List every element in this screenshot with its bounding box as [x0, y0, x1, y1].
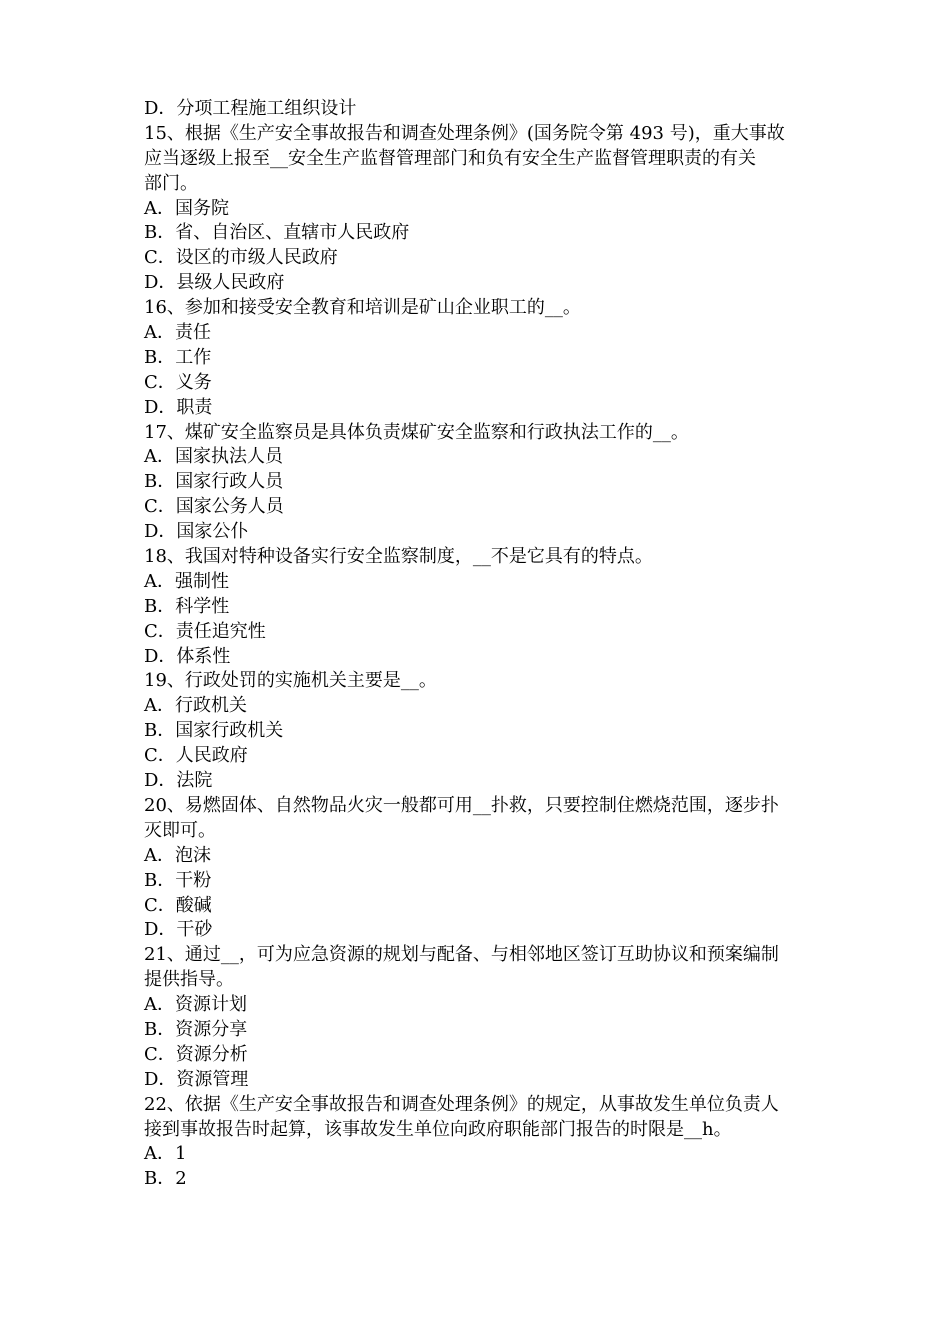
q15-option-a: A．国务院: [144, 197, 229, 219]
question-22-line-1: 22、依据《生产安全事故报告和调查处理条例》的规定，从事故发生单位负责人: [144, 1093, 779, 1115]
q17-option-c: C．国家公务人员: [144, 496, 284, 518]
q17-option-a: A．国家执法人员: [144, 446, 283, 468]
question-15-line-1: 15、根据《生产安全事故报告和调查处理条例》(国务院令第 493 号)，重大事故: [144, 122, 785, 144]
question-20-line-1: 20、易燃固体、自然物品火灾一般都可用__扑救，只要控制住燃烧范围，逐步扑: [144, 794, 779, 816]
option-d-line: D．分项工程施工组织设计: [144, 98, 357, 119]
question-18: 18、我国对特种设备实行安全监察制度，__不是它具有的特点。: [144, 546, 653, 568]
document-page: [144, 97, 819, 1192]
q18-option-d: D．体系性: [144, 645, 231, 667]
question-17: 17、煤矿安全监察员是具体负责煤矿安全监察和行政执法工作的__。: [144, 421, 689, 443]
question-20-line-2: 灭即可。: [144, 819, 216, 841]
question-16: 16、参加和接受安全教育和培训是矿山企业职工的__。: [144, 297, 581, 319]
q19-option-b: B．国家行政机关: [144, 720, 284, 742]
q19-option-d: D．法院: [144, 770, 213, 792]
q20-option-b: B．干粉: [144, 869, 212, 891]
q20-option-d: D．干砂: [144, 919, 213, 941]
q17-option-d: D．国家公仆: [144, 521, 249, 543]
q18-option-b: B．科学性: [144, 595, 230, 617]
q22-option-a: A．1: [144, 1143, 187, 1165]
q20-option-a: A．泡沫: [144, 844, 211, 866]
q17-option-b: B．国家行政人员: [144, 471, 284, 493]
question-21-line-1: 21、通过__，可为应急资源的规划与配备、与相邻地区签订互助协议和预案编制: [144, 944, 779, 966]
q16-option-d: D．职责: [144, 396, 213, 418]
q21-option-b: B．资源分享: [144, 1018, 248, 1040]
q19-option-a: A．行政机关: [144, 695, 247, 717]
q21-option-d: D．资源管理: [144, 1068, 249, 1090]
question-15-line-2: 应当逐级上报至__安全生产监督管理部门和负有安全生产监督管理职责的有关: [144, 147, 756, 169]
question-22-line-2: 接到事故报告时起算，该事故发生单位向政府职能部门报告的时限是__h。: [144, 1118, 732, 1140]
question-15-line-3: 部门。: [144, 172, 198, 194]
q18-option-a: A．强制性: [144, 570, 229, 592]
q15-option-b: B．省、自治区、直辖市人民政府: [144, 222, 410, 244]
q16-option-b: B．工作: [144, 346, 212, 368]
question-19: 19、行政处罚的实施机关主要是__。: [144, 670, 437, 692]
q18-option-c: C．责任追究性: [144, 620, 266, 642]
q15-option-c: C．设区的市级人民政府: [144, 247, 338, 269]
q16-option-c: C．义务: [144, 371, 212, 393]
q15-option-d: D．县级人民政府: [144, 272, 285, 294]
q21-option-a: A．资源计划: [144, 994, 247, 1016]
question-21-line-2: 提供指导。: [144, 969, 234, 991]
q19-option-c: C．人民政府: [144, 745, 248, 767]
q20-option-c: C．酸碱: [144, 894, 212, 916]
q16-option-a: A．责任: [144, 322, 211, 344]
q22-option-b: B．2: [144, 1168, 187, 1190]
q21-option-c: C．资源分析: [144, 1043, 248, 1065]
